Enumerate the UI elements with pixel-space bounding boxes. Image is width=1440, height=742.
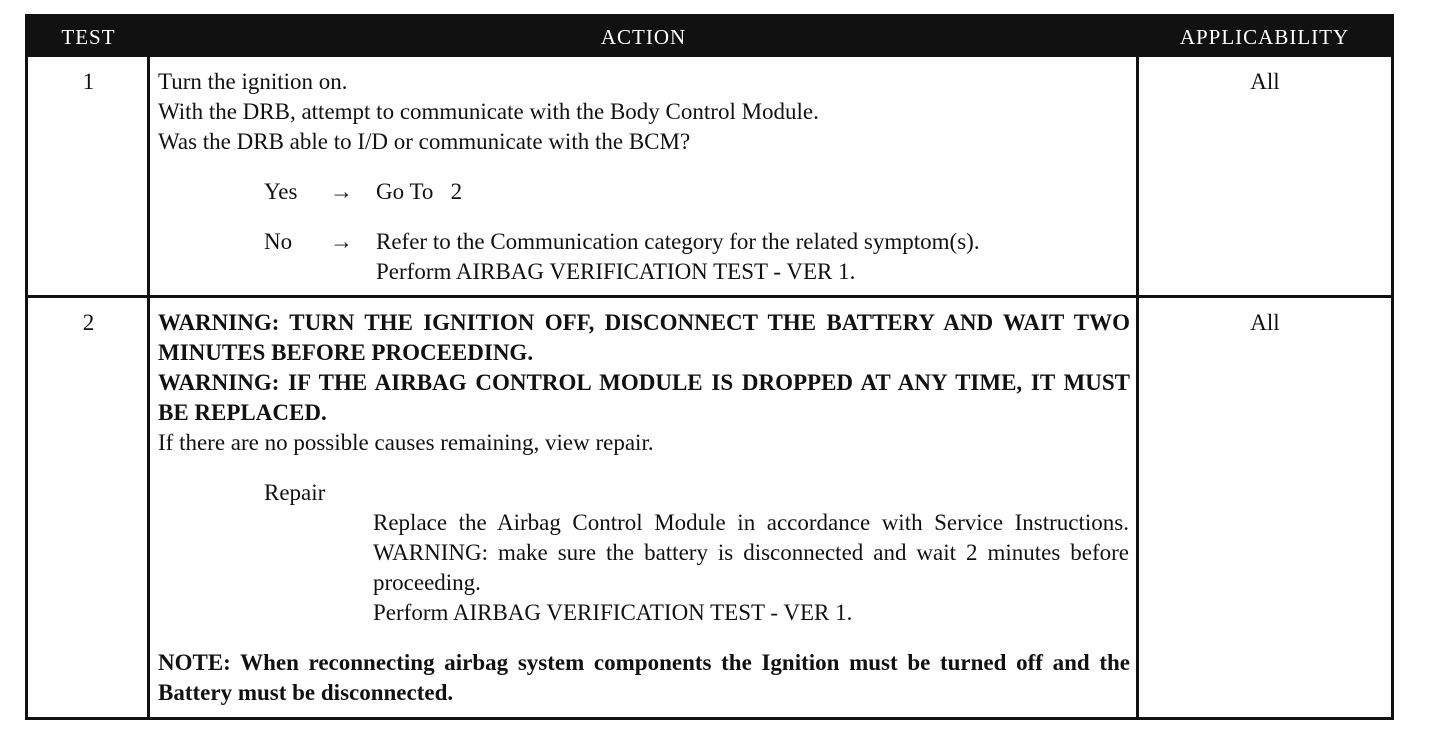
no-result-perform: Perform AIRBAG VERIFICATION TEST - VER 1. [376,259,856,284]
action-line: Was the DRB able to I/D or communicate with the BCM? [158,129,691,154]
header-test: TEST [61,25,116,49]
action-line: If there are no possible causes remaining, view repair. [158,430,654,455]
no-label: No [264,229,293,254]
action-line: Turn the ignition on. [158,69,348,94]
header-action: ACTION [600,25,687,49]
note-text: NOTE: When reconnecting airbag system components the Ignition must be turned off and the Battery must be disconnected. [158,650,1130,705]
row-divider [28,295,1391,298]
table-header [28,17,1391,57]
right-arrow-icon: → [330,179,353,204]
diagnostic-test-table [25,14,1394,720]
warning-text: WARNING: IF THE AIRBAG CONTROL MODULE IS DROPPED AT ANY TIME, IT MUST BE REPLACED. [158,370,1130,425]
repair-perform: Perform AIRBAG VERIFICATION TEST - VER 1. [373,600,853,625]
yes-label: Yes [264,179,298,204]
applicability-value: All [1250,310,1280,335]
column-divider [1136,57,1139,720]
right-arrow-icon: → [330,229,353,254]
header-applicability: APPLICABILITY [1179,25,1350,49]
repair-label: Repair [264,480,326,505]
yes-result: Go To 2 [376,179,463,204]
column-divider [147,57,150,720]
no-result: Refer to the Communication category for the related symptom(s). [376,229,980,254]
warning-text: WARNING: TURN THE IGNITION OFF, DISCONNECT THE BATTERY AND WAIT TWO MINUTES BEFORE PROCEEDING. [158,310,1130,365]
test-number: 2 [82,310,95,335]
applicability-value: All [1250,69,1280,94]
action-line: With the DRB, attempt to communicate with the Body Control Module. [158,99,819,124]
test-number: 1 [82,69,95,94]
repair-text: Replace the Airbag Control Module in accordance with Service Instructions. WARNING: make sure the battery is disconnected and wait 2 minutes before proceeding. [373,510,1129,595]
